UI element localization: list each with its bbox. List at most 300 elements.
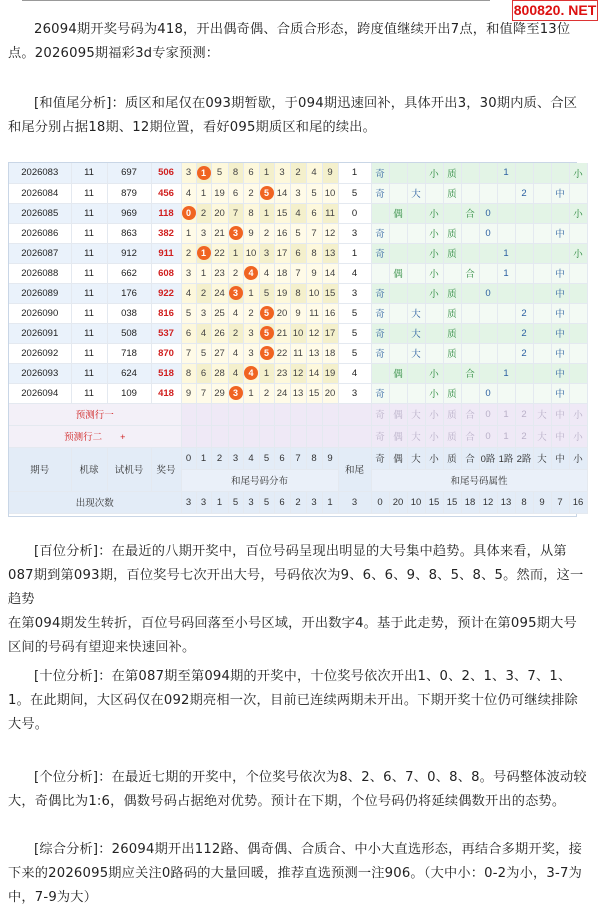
header-award: 奖号 [151, 447, 181, 491]
period-cell: 2026087 [9, 243, 71, 263]
sum-dist-cell: 1 [228, 243, 243, 263]
sum-dist-cell: 16 [322, 303, 338, 323]
sum-dist-cell: 4 [228, 343, 243, 363]
analysis-line: [十位分析]：在第087期至第094期的开奖中，十位奖号依次开出1、0、2、1、3、7、1、 [34, 669, 572, 684]
sum-dist-cell: 4 [181, 183, 196, 203]
sum-attr-cell: 偶 [389, 203, 407, 223]
sum-dist-cell: 3 [196, 303, 211, 323]
sum-attr-cell [497, 283, 515, 303]
sum-attr-cell [425, 183, 443, 203]
sum-dist-cell: 5 [181, 303, 196, 323]
sum-attr-cell [407, 363, 425, 383]
award-number-cell: 456 [151, 183, 181, 203]
period-cell: 2026093 [9, 363, 71, 383]
award-number-cell: 518 [151, 363, 181, 383]
header-digit: 3 [228, 447, 243, 469]
header-attr: 合 [461, 447, 479, 469]
sum-dist-cell: 13 [306, 343, 322, 363]
period-cell: 2026092 [9, 343, 71, 363]
sum-tail-cell: 5 [338, 303, 371, 323]
trial-number-cell: 697 [107, 163, 151, 183]
count-cell: 18 [461, 491, 479, 513]
prediction-attr-cell: 大 [407, 403, 425, 425]
sum-attr-cell: 0 [479, 283, 497, 303]
header-digit: 4 [243, 447, 259, 469]
sum-dist-cell: 9 [306, 263, 322, 283]
sum-attr-cell [515, 223, 533, 243]
prediction-dist-cell [290, 425, 306, 447]
sum-dist-cell [243, 363, 259, 383]
count-cell: 13 [497, 491, 515, 513]
sum-attr-cell [533, 323, 551, 343]
prediction-attr-cell: 1 [497, 403, 515, 425]
count-cell: 7 [551, 491, 569, 513]
sum-attr-cell: 中 [551, 183, 569, 203]
prediction-dist-cell [181, 425, 196, 447]
prediction-attr-cell: 1 [497, 425, 515, 447]
sum-dist-cell: 9 [322, 163, 338, 183]
sum-attr-cell: 质 [443, 383, 461, 403]
sum-dist-cell [259, 183, 274, 203]
intro-paragraph [8, 18, 588, 66]
trial-number-cell: 863 [107, 223, 151, 243]
sum-dist-cell: 5 [196, 343, 211, 363]
sum-dist-cell [259, 323, 274, 343]
sum-dist-cell: 2 [259, 383, 274, 403]
sum-attr-cell: 中 [551, 303, 569, 323]
table-row [9, 383, 587, 403]
award-number-cell: 922 [151, 283, 181, 303]
sum-dist-cell: 4 [306, 163, 322, 183]
site-watermark: 800820. NET [512, 0, 598, 21]
hit-ball: 5 [260, 346, 274, 360]
trial-number-cell: 969 [107, 203, 151, 223]
sum-dist-cell: 3 [243, 323, 259, 343]
sum-dist-cell: 3 [290, 183, 306, 203]
sum-attr-cell [461, 303, 479, 323]
header-digit: 2 [211, 447, 228, 469]
prediction-tail-cell [338, 425, 371, 447]
table-row [9, 203, 587, 223]
header-digit: 0 [181, 447, 196, 469]
sum-attr-cell [497, 203, 515, 223]
sum-attr-cell [533, 363, 551, 383]
sum-dist-cell: 18 [274, 263, 290, 283]
machine-cell: 11 [71, 223, 107, 243]
sum-attr-cell: 小 [425, 163, 443, 183]
prediction-attr-cell: 大 [533, 403, 551, 425]
sum-attr-cell: 小 [569, 203, 587, 223]
award-number-cell: 608 [151, 263, 181, 283]
top-divider [22, 0, 490, 1]
analysis-line: [个位分析]：在最近七期的开奖中，个位奖号依次为8、2、6、7、0、8、8。号码整体波动较 [34, 770, 587, 785]
intro-line: 点。2026095期福彩3d专家预测： [8, 46, 220, 61]
prediction-attr-cell: 合 [461, 425, 479, 447]
sum-attr-cell: 合 [461, 203, 479, 223]
sum-dist-cell: 9 [290, 303, 306, 323]
count-cell: 9 [533, 491, 551, 513]
prediction-dist-cell [243, 403, 259, 425]
sum-dist-cell [259, 303, 274, 323]
sum-dist-cell: 6 [306, 203, 322, 223]
sum-attr-cell [569, 303, 587, 323]
sum-attr-cell [497, 223, 515, 243]
sum-attr-cell [443, 203, 461, 223]
sum-attr-cell: 小 [425, 223, 443, 243]
sum-dist-cell [228, 223, 243, 243]
award-number-cell: 118 [151, 203, 181, 223]
sum-attr-cell [407, 283, 425, 303]
prediction-attr-cell: 中 [551, 403, 569, 425]
sum-attr-cell: 奇 [371, 383, 389, 403]
period-cell: 2026084 [9, 183, 71, 203]
table-row [9, 283, 587, 303]
sum-dist-cell: 10 [306, 283, 322, 303]
sum-dist-cell: 1 [243, 283, 259, 303]
sum-dist-cell: 21 [274, 323, 290, 343]
sum-attr-cell: 奇 [371, 243, 389, 263]
sum-tail-cell: 5 [338, 323, 371, 343]
header-attr: 大 [407, 447, 425, 469]
sum-dist-cell: 12 [306, 323, 322, 343]
sum-attr-cell [479, 183, 497, 203]
count-cell: 3 [306, 491, 322, 513]
sum-dist-cell: 4 [259, 263, 274, 283]
prediction-dist-cell [196, 425, 211, 447]
sum-attr-cell [533, 243, 551, 263]
table-row [9, 363, 587, 383]
sum-dist-cell: 2 [228, 263, 243, 283]
machine-cell: 11 [71, 363, 107, 383]
sum-dist-cell [259, 343, 274, 363]
sum-attr-cell: 小 [425, 203, 443, 223]
sum-dist-cell: 22 [274, 343, 290, 363]
analysis-line: 中，7-9为大） [8, 890, 98, 905]
prediction-row[interactable] [9, 403, 587, 425]
sum-attr-cell [371, 363, 389, 383]
trial-number-cell: 718 [107, 343, 151, 363]
sum-dist-cell: 26 [211, 323, 228, 343]
sum-attr-cell [497, 323, 515, 343]
sum-attr-cell [533, 343, 551, 363]
sum-attr-cell: 大 [407, 183, 425, 203]
count-cell: 8 [515, 491, 533, 513]
prediction-row[interactable] [9, 425, 587, 447]
sum-attr-cell [497, 383, 515, 403]
sum-dist-cell: 2 [181, 243, 196, 263]
sum-attr-cell: 1 [497, 263, 515, 283]
machine-cell: 11 [71, 163, 107, 183]
sum-attr-cell [389, 383, 407, 403]
sum-dist-cell: 7 [196, 383, 211, 403]
count-cell: 3 [338, 491, 371, 513]
sum-attr-cell [497, 343, 515, 363]
prediction-attr-cell: 奇 [371, 425, 389, 447]
sum-attr-cell [533, 263, 551, 283]
sum-attr-cell: 2 [515, 323, 533, 343]
sum-attr-cell: 中 [551, 223, 569, 243]
sum-dist-cell: 5 [211, 163, 228, 183]
sum-attr-cell [551, 163, 569, 183]
count-cell: 15 [425, 491, 443, 513]
prediction-attr-cell: 小 [425, 403, 443, 425]
hit-ball: 4 [244, 366, 258, 380]
prediction-label [9, 403, 181, 425]
tens-analysis [8, 665, 588, 737]
sum-dist-cell: 25 [211, 303, 228, 323]
prediction-dist-cell [274, 425, 290, 447]
sum-attr-cell [497, 183, 515, 203]
count-cell: 20 [389, 491, 407, 513]
sum-dist-cell: 11 [322, 203, 338, 223]
sum-dist-cell: 24 [211, 283, 228, 303]
prediction-attr-cell: 大 [407, 425, 425, 447]
expand-plus-icon[interactable]: + [120, 432, 126, 442]
sum-dist-cell: 6 [243, 163, 259, 183]
hit-ball: 5 [260, 186, 274, 200]
sum-attr-cell [371, 203, 389, 223]
sum-dist-cell: 4 [290, 203, 306, 223]
sum-attr-cell: 1 [497, 163, 515, 183]
sum-dist-cell: 20 [211, 203, 228, 223]
sum-dist-cell: 23 [211, 263, 228, 283]
sum-attr-cell: 合 [461, 363, 479, 383]
sum-attr-cell [407, 383, 425, 403]
prediction-dist-cell [259, 403, 274, 425]
sum-attr-cell [425, 343, 443, 363]
sum-tail-cell: 1 [338, 243, 371, 263]
sum-dist-cell: 3 [243, 343, 259, 363]
machine-cell: 11 [71, 243, 107, 263]
sum-attr-cell [461, 223, 479, 243]
sum-attr-cell [479, 243, 497, 263]
prediction-dist-cell [322, 425, 338, 447]
count-cell: 1 [322, 491, 338, 513]
sum-attr-cell [533, 203, 551, 223]
prediction-attr-cell: 偶 [389, 425, 407, 447]
sum-attr-cell: 奇 [371, 303, 389, 323]
sum-dist-cell: 22 [211, 243, 228, 263]
header-digit: 6 [274, 447, 290, 469]
sum-dist-cell: 20 [274, 303, 290, 323]
sum-attr-cell: 质 [443, 183, 461, 203]
table-row [9, 263, 587, 283]
sum-attr-cell: 质 [443, 243, 461, 263]
intro-line: 26094期开奖号码为418，开出偶奇偶、合质合形态，跨度值继续开出7点，和值降至13位 [34, 22, 571, 37]
sum-dist-cell: 1 [259, 363, 274, 383]
hit-ball: 3 [229, 386, 243, 400]
sum-attr-cell [515, 163, 533, 183]
trial-number-cell: 912 [107, 243, 151, 263]
header-sum-tail: 和尾 [338, 447, 371, 491]
sum-attr-cell [407, 223, 425, 243]
sum-attr-cell [569, 323, 587, 343]
prediction-dist-cell [290, 403, 306, 425]
sum-dist-cell: 4 [196, 323, 211, 343]
sum-attr-cell [389, 303, 407, 323]
sum-dist-cell: 27 [211, 343, 228, 363]
sum-attr-cell [389, 343, 407, 363]
prediction-attr-cell: 0 [479, 425, 497, 447]
sum-attr-cell: 大 [407, 343, 425, 363]
count-cell: 3 [243, 491, 259, 513]
prediction-dist-cell [306, 425, 322, 447]
sum-dist-cell: 2 [243, 183, 259, 203]
sum-attr-cell: 2 [515, 303, 533, 323]
machine-cell: 11 [71, 263, 107, 283]
analysis-line: 和尾分别占据18期、12期位置，看好095期质区和尾的续出。 [8, 120, 377, 135]
prediction-dist-cell [306, 403, 322, 425]
prediction-dist-cell [243, 425, 259, 447]
prediction-attr-cell: 质 [443, 403, 461, 425]
count-cell: 3 [196, 491, 211, 513]
sum-dist-cell: 23 [274, 363, 290, 383]
sum-attr-cell: 合 [461, 263, 479, 283]
sum-dist-cell: 14 [274, 183, 290, 203]
trial-number-cell: 879 [107, 183, 151, 203]
sum-attr-cell [569, 343, 587, 363]
sum-tail-cell: 4 [338, 263, 371, 283]
sum-dist-cell: 8 [228, 163, 243, 183]
table-row [9, 183, 587, 203]
sum-dist-cell: 13 [290, 383, 306, 403]
sum-dist-cell: 16 [274, 223, 290, 243]
period-cell: 2026083 [9, 163, 71, 183]
sum-attr-cell [533, 183, 551, 203]
table-row [9, 343, 587, 363]
count-cell: 5 [228, 491, 243, 513]
sum-dist-cell: 8 [243, 203, 259, 223]
prediction-dist-cell [259, 425, 274, 447]
header-sum-dist-group: 和尾号码分布 [181, 469, 338, 491]
hit-ball: 3 [229, 226, 243, 240]
count-cell: 0 [371, 491, 389, 513]
sum-dist-cell: 19 [211, 183, 228, 203]
sum-attr-cell [515, 283, 533, 303]
prediction-dist-cell [322, 403, 338, 425]
sum-dist-cell: 11 [290, 343, 306, 363]
sum-attr-cell [407, 243, 425, 263]
hit-ball: 1 [197, 166, 211, 180]
header-period: 期号 [9, 447, 71, 491]
sum-dist-cell: 18 [322, 343, 338, 363]
sum-attr-cell: 奇 [371, 343, 389, 363]
sum-attr-cell [389, 223, 407, 243]
sum-attr-cell: 1 [497, 363, 515, 383]
sum-attr-cell [515, 263, 533, 283]
prediction-dist-cell [228, 425, 243, 447]
sum-dist-cell: 6 [196, 363, 211, 383]
trial-number-cell: 038 [107, 303, 151, 323]
sum-dist-cell: 11 [306, 303, 322, 323]
sum-dist-cell: 10 [322, 183, 338, 203]
hit-ball: 5 [260, 326, 274, 340]
count-cell: 2 [290, 491, 306, 513]
award-number-cell: 418 [151, 383, 181, 403]
sum-dist-cell: 1 [196, 263, 211, 283]
table-row [9, 163, 587, 183]
prediction-attr-cell: 2 [515, 403, 533, 425]
award-number-cell: 382 [151, 223, 181, 243]
units-analysis [8, 766, 588, 814]
sum-attr-cell: 奇 [371, 163, 389, 183]
analysis-line: [和值尾分析]：质区和尾仅在093期暂歇，于094期迅速回补，具体开出3，30期内质、合区 [34, 96, 578, 111]
period-cell: 2026091 [9, 323, 71, 343]
header-digit: 1 [196, 447, 211, 469]
sum-dist-cell: 2 [196, 283, 211, 303]
sum-tail-cell: 4 [338, 363, 371, 383]
hit-ball: 3 [229, 286, 243, 300]
header-machine: 机球 [71, 447, 107, 491]
machine-cell: 11 [71, 323, 107, 343]
sum-attr-cell [479, 263, 497, 283]
analysis-line: 大号。 [8, 717, 49, 732]
sum-dist-cell: 6 [290, 243, 306, 263]
sum-dist-cell: 10 [243, 243, 259, 263]
prediction-dist-cell [228, 403, 243, 425]
sum-attr-cell: 中 [551, 323, 569, 343]
sum-attr-cell [461, 183, 479, 203]
analysis-line: [百位分析]：在最近的八期开奖中，百位号码呈现出明显的大号集中趋势。具体来看，从第 [34, 544, 567, 559]
machine-cell: 11 [71, 343, 107, 363]
header-digit: 7 [290, 447, 306, 469]
sum-tail-cell: 3 [338, 283, 371, 303]
period-cell: 2026090 [9, 303, 71, 323]
sum-attr-cell [407, 163, 425, 183]
sum-dist-cell: 6 [181, 323, 196, 343]
sum-attr-cell [569, 283, 587, 303]
sum-dist-cell: 12 [322, 223, 338, 243]
sum-attr-cell: 奇 [371, 223, 389, 243]
period-cell: 2026086 [9, 223, 71, 243]
sum-attr-cell [479, 163, 497, 183]
sum-attr-cell [479, 303, 497, 323]
sum-dist-cell: 8 [181, 363, 196, 383]
sum-dist-cell: 1 [181, 223, 196, 243]
prediction-attr-cell: 0 [479, 403, 497, 425]
sum-attr-cell: 质 [443, 323, 461, 343]
analysis-line: 下来的2026095期应关注0路码的大量回暖，推荐直选预测一注906。（大中小：0-2为小，3-7为 [8, 866, 582, 881]
trend-table [9, 163, 588, 514]
count-cell: 5 [259, 491, 274, 513]
sum-attr-cell: 2 [515, 183, 533, 203]
sum-attr-cell [371, 263, 389, 283]
trial-number-cell: 176 [107, 283, 151, 303]
prediction-dist-cell [211, 403, 228, 425]
sum-dist-cell: 8 [306, 243, 322, 263]
sum-dist-cell: 15 [322, 283, 338, 303]
sum-attr-cell [533, 223, 551, 243]
analysis-line: 在第094期发生转折，百位号码回落至小号区域，开出数字4。基于此走势，预计在第095期大号 [8, 616, 577, 631]
sum-attr-cell: 质 [443, 223, 461, 243]
sum-attr-cell [497, 303, 515, 323]
sum-dist-cell: 9 [181, 383, 196, 403]
count-cell: 6 [274, 491, 290, 513]
award-number-cell: 870 [151, 343, 181, 363]
sum-tail-cell: 3 [338, 383, 371, 403]
header-attr: 小 [425, 447, 443, 469]
prediction-attr-cell: 合 [461, 403, 479, 425]
sum-tail-cell: 3 [338, 223, 371, 243]
sum-attr-cell: 小 [569, 163, 587, 183]
sum-attr-cell: 中 [551, 383, 569, 403]
sum-attr-cell: 偶 [389, 363, 407, 383]
sum-dist-cell: 20 [322, 383, 338, 403]
trend-chart-table [8, 162, 584, 517]
sum-dist-cell: 14 [322, 263, 338, 283]
count-cell: 1 [211, 491, 228, 513]
sum-dist-cell: 9 [243, 223, 259, 243]
